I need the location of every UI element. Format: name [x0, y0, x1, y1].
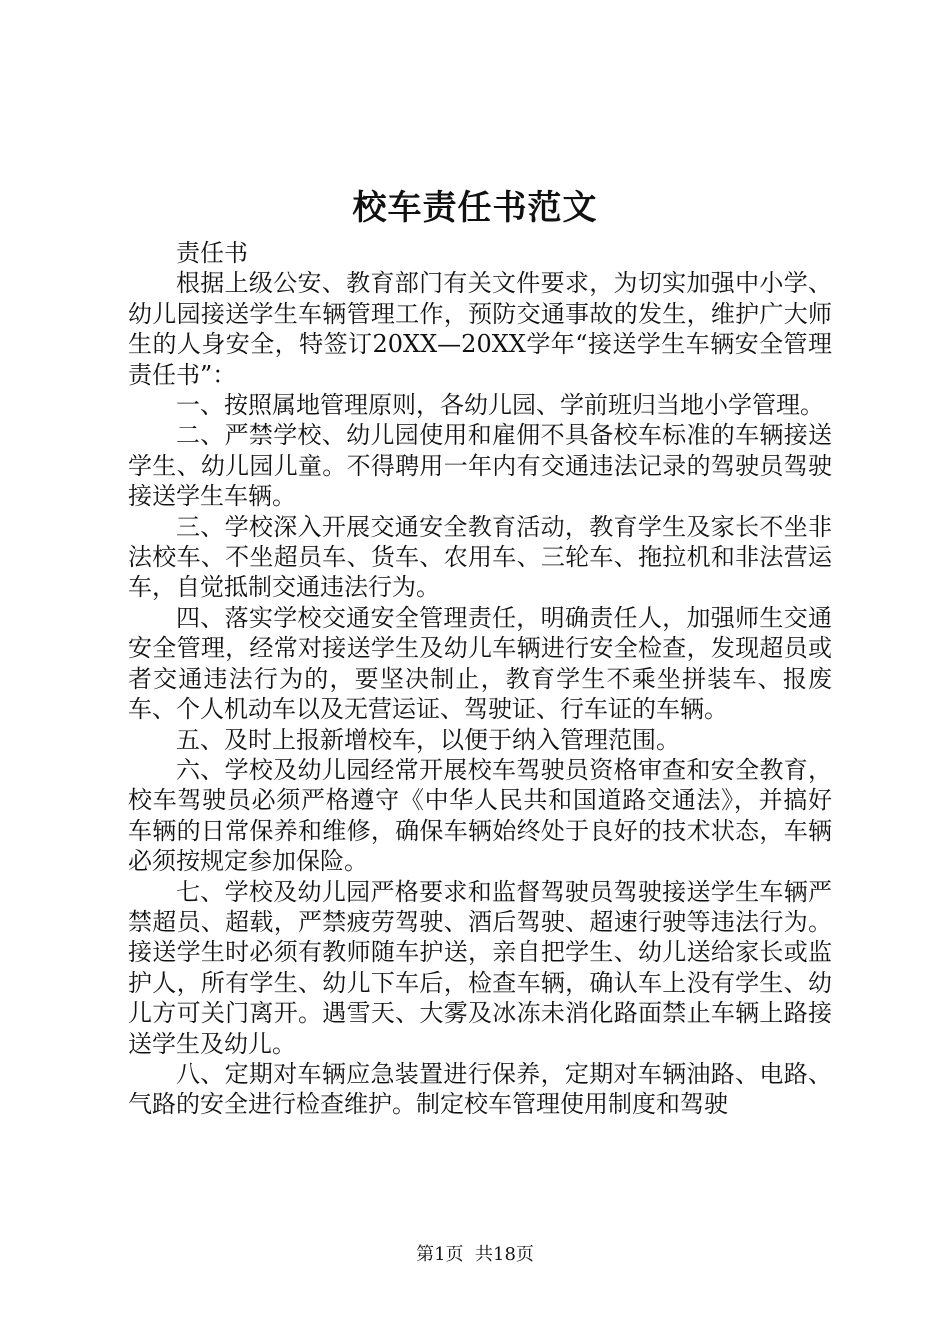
paragraph-item-7: 七、学校及幼儿园严格要求和监督驾驶员驾驶接送学生车辆严禁超员、超载，严禁疲劳驾驶、酒后驾驶、超速行驶等违法行为。接送学生时必须有教师随车护送，亲自把学生、幼儿送给家长或监护人，所有学生、幼儿下车后，检查车辆，确认车上没有学生、幼儿方可关门离开。遇雪天、大雾及冰冻未消化路面禁止车辆上路接送学生及幼儿。 — [128, 877, 832, 1058]
document-title: 校车责任书范文 — [352, 188, 598, 228]
paragraph-item-1: 一、按照属地管理原则，各幼儿园、学前班归当地小学管理。 — [176, 391, 824, 420]
paragraph-heading: 责任书 — [176, 239, 248, 267]
paragraph-intro: 根据上级公安、教育部门有关文件要求，为切实加强中小学、幼儿园接送学生车辆管理工作，预防交通事故的发生，维护广大师生的人身安全，特签订20XX—20XX学年“接送学生车辆安全管理责任书”： — [128, 269, 832, 389]
document-body — [128, 238, 832, 1120]
paragraph-item-8: 八、定期对车辆应急装置进行保养，定期对车辆油路、电路、气路的安全进行检查维护。制定校车管理使用制度和驾驶 — [128, 1059, 832, 1119]
paragraph-item-5: 五、及时上报新增校车，以便于纳入管理范围。 — [176, 725, 680, 754]
page-footer — [0, 1240, 950, 1270]
paragraph-item-3: 三、学校深入开展交通安全教育活动，教育学生及家长不坐非法校车、不坐超员车、货车、农用车、三轮车、拖拉机和非法营运车，自觉抵制交通违法行为。 — [128, 512, 832, 602]
page-number: 第1页 — [416, 1244, 464, 1265]
paragraph-item-6: 六、学校及幼儿园经常开展校车驾驶员资格审查和安全教育，校车驾驶员必须严格遵守《中华人民共和国道路交通法》，并搞好车辆的日常保养和维修，确保车辆始终处于良好的技术状态，车辆必须按规定参加保险。 — [128, 755, 832, 876]
paragraph-item-2: 二、严禁学校、幼儿园使用和雇佣不具备校车标准的车辆接送学生、幼儿园儿童。不得聘用一年内有交通违法记录的驾驶员驾驶接送学生车辆。 — [128, 421, 832, 511]
page-total: 共18页 — [475, 1244, 534, 1265]
paragraph-item-4: 四、落实学校交通安全管理责任，明确责任人，加强师生交通安全管理，经常对接送学生及幼儿车辆进行安全检查，发现超员或者交通违法行为的，要坚决制止，教育学生不乘坐拼装车、报废车、个人机动车以及无营运证、驾驶证、行车证的车辆。 — [128, 603, 832, 724]
